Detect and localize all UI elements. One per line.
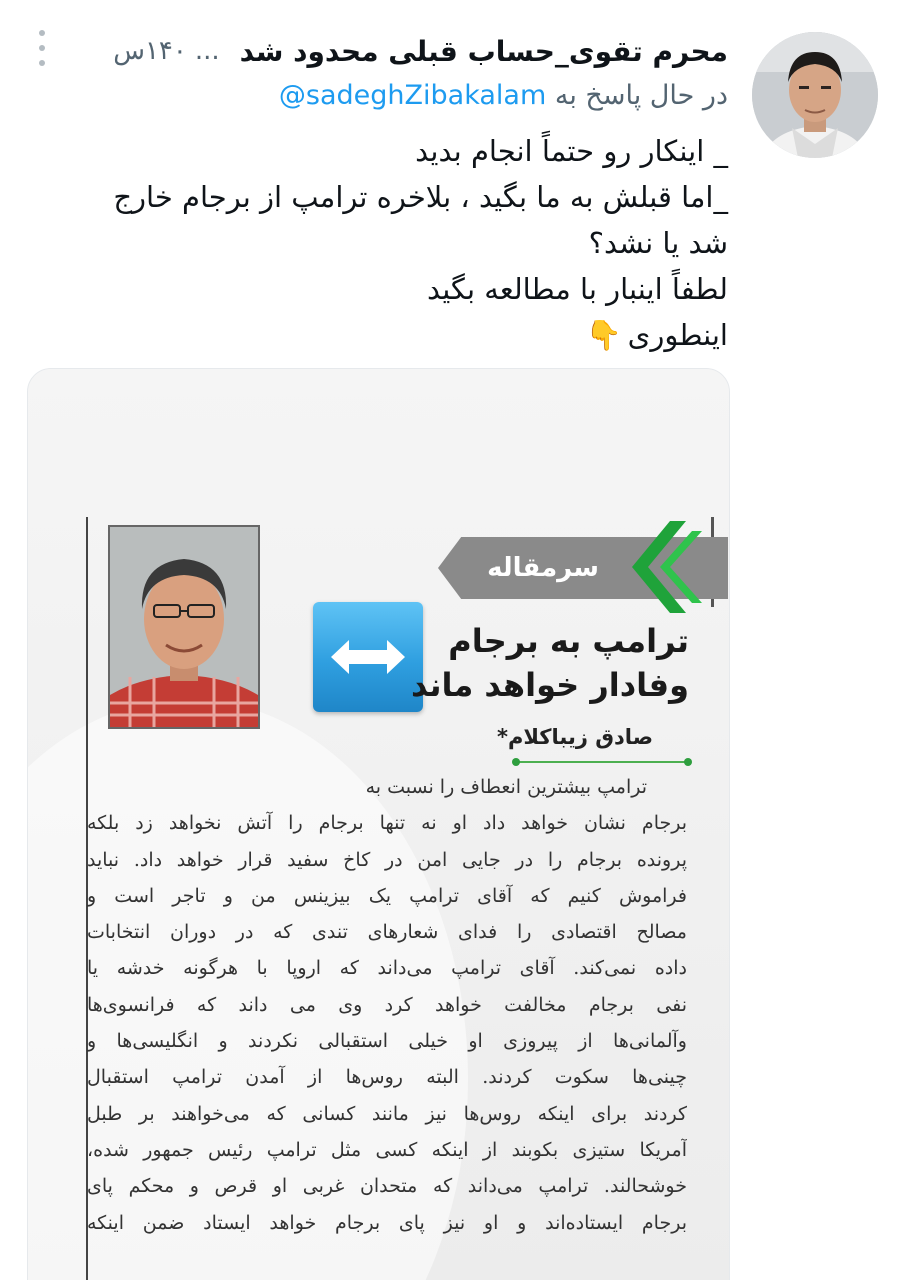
pointing-down-emoji: 👇	[585, 318, 622, 352]
tweet-line: اینطوری	[627, 318, 728, 352]
tweet-media-image[interactable]	[27, 368, 730, 1280]
article-line: پرونده برجام را در جایی امن در کاخ سفید قرار خواهد داد. نباید	[87, 848, 687, 871]
tweet-text	[28, 128, 728, 358]
tweet-time[interactable]: ۱۴۰س	[113, 36, 187, 66]
article-line: فراموش کنیم که آقای ترامپ یک بیزینس من و تاجر است و	[87, 884, 687, 907]
swap-arrows-icon	[313, 602, 423, 712]
headline-line: وفادار خواهد ماند	[410, 666, 689, 704]
article-line: برجام نشان خواهد داد او نه تنها برجام را آتش نخواهد زد بلکه	[87, 812, 687, 835]
more-options-icon[interactable]	[34, 30, 50, 66]
avatar[interactable]	[752, 32, 878, 158]
name-ellipsis: ...	[194, 36, 220, 66]
article-byline: صادق زیباکلام*	[496, 725, 653, 749]
article-line: برجام ایستاده‌اند و او نیز پای برجام خواهد ایستاد ضمن اینکه	[87, 1211, 687, 1234]
reply-prefix: در حال پاسخ به	[554, 80, 728, 111]
article-line: آمریکا ستیزی بکوبند از اینکه کسی مثل ترامپ رئیس جمهور شده،	[87, 1138, 687, 1161]
article-line: مصالح اقتصادی را فدای شعارهای تندی که در دوران انتخابات	[87, 921, 687, 944]
tweet-line-last	[28, 312, 728, 358]
headline-line: ترامپ به برجام	[448, 622, 689, 660]
author-photo	[108, 525, 260, 729]
reply-handle-link[interactable]: @sadeghZibakalam	[278, 80, 547, 111]
article-headline	[410, 619, 689, 707]
display-name[interactable]: محرم تقوی_حساب قبلی محدود شد	[239, 34, 728, 68]
article-line: نفی برجام مخالفت خواهد کرد وی می داند که فرانسوی‌ها	[87, 993, 687, 1016]
article-line: چینی‌ها سکوت کردند. البته روس‌ها از آمدن ترامپ استقبال	[87, 1066, 687, 1089]
article-line: خوشحالند. ترامپ می‌داند که متحدان غربی او قرص و محکم پای	[87, 1175, 687, 1198]
section-label: سرمقاله	[487, 553, 599, 583]
author-portrait-image	[110, 527, 258, 727]
tweet-line: _اما قبلش به ما بگید ، بلاخره ترامپ از برجام خارج	[113, 180, 728, 214]
article-line: ترامپ بیشترین انعطاف را نسبت به	[365, 776, 647, 798]
tweet-header	[8, 26, 728, 76]
article-body	[87, 769, 687, 1241]
reply-context	[28, 80, 728, 111]
byline-dot	[512, 758, 520, 766]
tweet-line: _ اینکار رو حتماً انجام بدید	[415, 134, 728, 168]
byline-rule	[516, 761, 688, 763]
article-line: وآلمانی‌ها از پیروزی او خیلی استقبالی نکردند و انگلیسی‌ها و	[87, 1030, 687, 1053]
avatar-image	[752, 32, 878, 158]
article-line: کردند برای اینکه روس‌ها نیز مانند کسانی که می‌خواهند بر طبل	[87, 1102, 687, 1125]
green-chevron-icon	[626, 521, 706, 613]
tweet-line: شد یا نشد؟	[588, 226, 728, 260]
article-line: داده نمی‌کند. آقای ترامپ می‌داند که اروپا با هرگونه خدشه یا	[87, 957, 687, 980]
byline-dot	[684, 758, 692, 766]
tweet-line: لطفاً اینبار با مطالعه بگید	[427, 272, 728, 306]
